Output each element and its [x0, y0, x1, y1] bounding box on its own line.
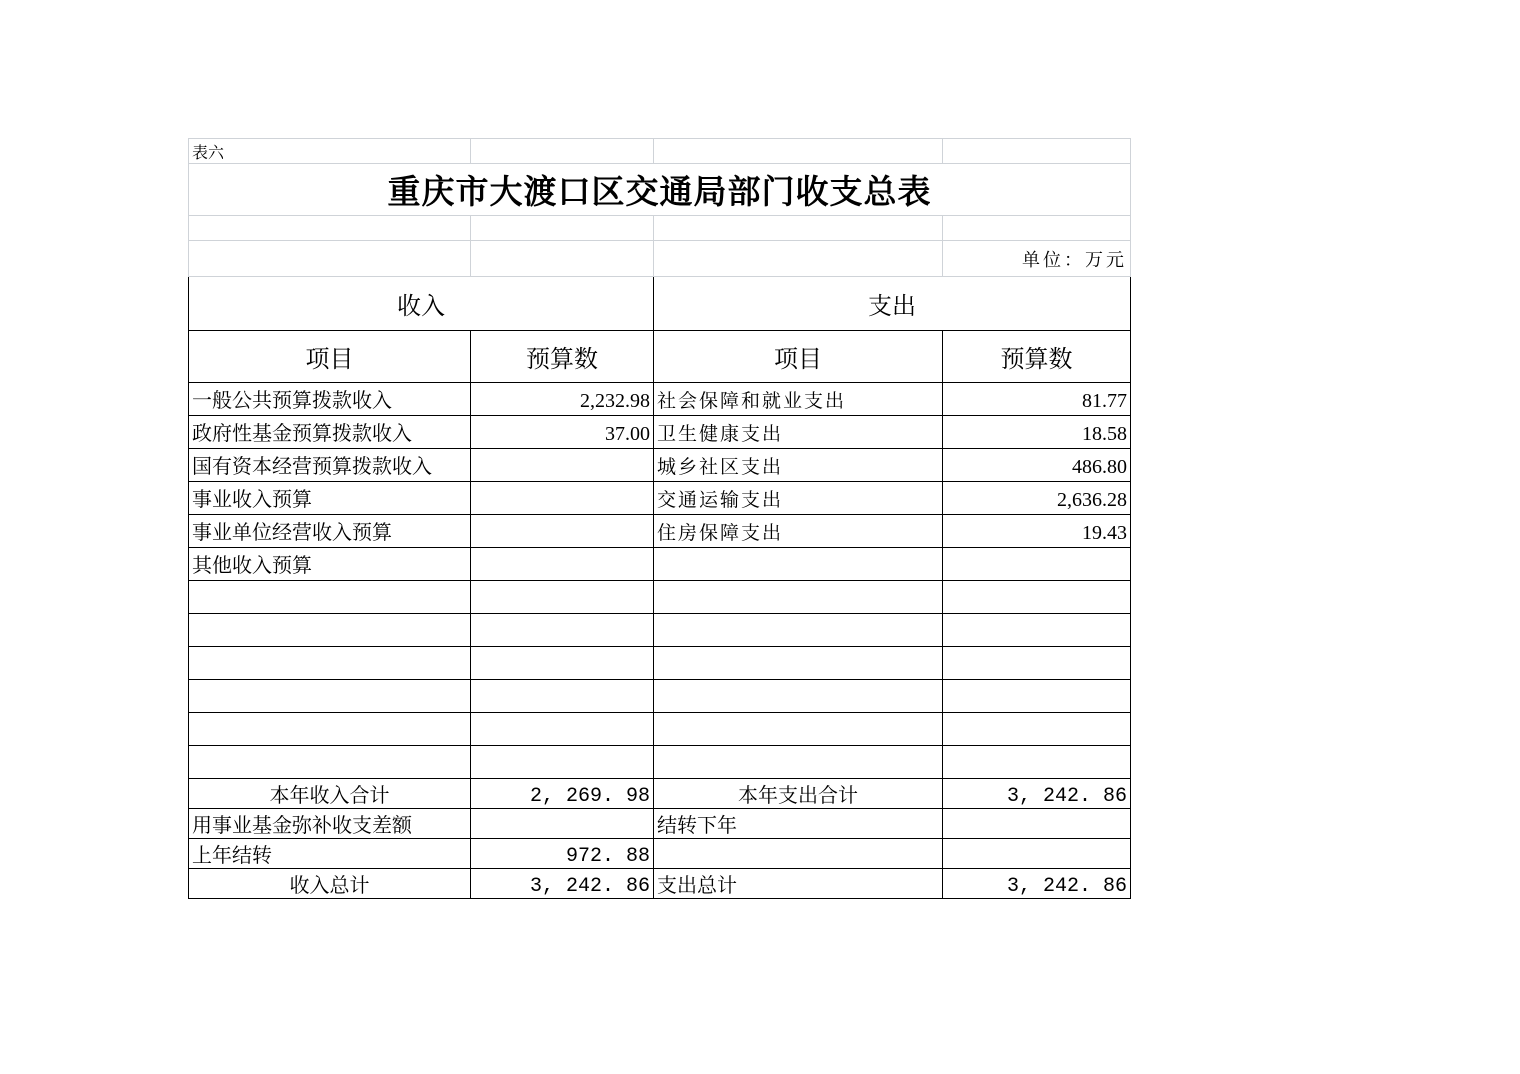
expense-item: [654, 713, 943, 746]
fund-gap-amount: [471, 809, 654, 839]
total-row: [189, 869, 1131, 899]
expense-item: [654, 548, 943, 581]
expense-grand-total-label: 支出总计: [654, 869, 943, 899]
income-amount: [471, 614, 654, 647]
empty-cell: [654, 839, 943, 869]
expense-item: [654, 647, 943, 680]
income-amount: [471, 482, 654, 515]
income-item: 事业收入预算: [189, 482, 471, 515]
income-amount: [471, 449, 654, 482]
income-item: 事业单位经营收入预算: [189, 515, 471, 548]
sheet-note: 表六: [189, 139, 471, 164]
income-item: [189, 746, 471, 779]
expense-item: 交通运输支出: [654, 482, 943, 515]
income-total-label: 本年收入合计: [189, 779, 471, 809]
carry-forward-amount: [943, 809, 1131, 839]
expense-amount: [943, 614, 1131, 647]
expense-amount: [943, 548, 1131, 581]
table-row: [189, 416, 1131, 449]
total-row: [189, 809, 1131, 839]
income-item: 国有资本经营预算拨款收入: [189, 449, 471, 482]
expense-amount: 81.77: [943, 383, 1131, 416]
expense-amount: [943, 713, 1131, 746]
income-amount-header: 预算数: [471, 331, 654, 383]
empty-cell: [471, 139, 654, 164]
unit-label: 单位：万元: [943, 241, 1131, 277]
expense-amount: [943, 647, 1131, 680]
income-item: [189, 713, 471, 746]
income-item: [189, 680, 471, 713]
income-amount: [471, 713, 654, 746]
expense-amount: 18.58: [943, 416, 1131, 449]
expense-item: [654, 680, 943, 713]
income-amount: [471, 548, 654, 581]
expense-item: 城乡社区支出: [654, 449, 943, 482]
income-amount: 37.00: [471, 416, 654, 449]
income-item: 其他收入预算: [189, 548, 471, 581]
income-item: [189, 647, 471, 680]
income-item: [189, 581, 471, 614]
table-row: [189, 581, 1131, 614]
income-item: [189, 614, 471, 647]
expense-amount: [943, 746, 1131, 779]
table-row: [189, 482, 1131, 515]
table-row: [189, 383, 1131, 416]
expense-total-amount: 3, 242. 86: [943, 779, 1131, 809]
prior-year-label: 上年结转: [189, 839, 471, 869]
table-row: [189, 614, 1131, 647]
budget-sheet: [188, 138, 1131, 899]
income-amount: [471, 746, 654, 779]
income-grand-total-amount: 3, 242. 86: [471, 869, 654, 899]
empty-cell: [189, 216, 471, 241]
empty-cell: [943, 139, 1131, 164]
fund-gap-label: 用事业基金弥补收支差额: [189, 809, 471, 839]
income-amount: [471, 647, 654, 680]
total-row: [189, 779, 1131, 809]
income-item-header: 项目: [189, 331, 471, 383]
table-row: [189, 647, 1131, 680]
prior-year-amount: 972. 88: [471, 839, 654, 869]
income-amount: [471, 581, 654, 614]
empty-cell: [943, 839, 1131, 869]
income-section-header: 收入: [189, 277, 654, 331]
empty-cell: [654, 216, 943, 241]
empty-cell: [654, 139, 943, 164]
budget-table: [188, 138, 1131, 899]
empty-cell: [471, 216, 654, 241]
table-row: [189, 713, 1131, 746]
empty-cell: [471, 241, 654, 277]
income-item: 政府性基金预算拨款收入: [189, 416, 471, 449]
table-row: [189, 515, 1131, 548]
expense-amount: 486.80: [943, 449, 1131, 482]
income-total-amount: 2, 269. 98: [471, 779, 654, 809]
table-row: [189, 449, 1131, 482]
table-row: [189, 746, 1131, 779]
expense-item: [654, 581, 943, 614]
table-row: [189, 680, 1131, 713]
income-amount: 2,232.98: [471, 383, 654, 416]
expense-item: 社会保障和就业支出: [654, 383, 943, 416]
expense-amount: 19.43: [943, 515, 1131, 548]
empty-cell: [189, 241, 471, 277]
expense-total-label: 本年支出合计: [654, 779, 943, 809]
empty-cell: [943, 216, 1131, 241]
expense-amount: [943, 680, 1131, 713]
expense-amount: [943, 581, 1131, 614]
income-amount: [471, 515, 654, 548]
income-amount: [471, 680, 654, 713]
empty-cell: [654, 241, 943, 277]
expense-item: [654, 746, 943, 779]
income-item: 一般公共预算拨款收入: [189, 383, 471, 416]
carry-forward-label: 结转下年: [654, 809, 943, 839]
expense-item-header: 项目: [654, 331, 943, 383]
page-title: 重庆市大渡口区交通局部门收支总表: [189, 164, 1131, 216]
expense-section-header: 支出: [654, 277, 1131, 331]
income-grand-total-label: 收入总计: [189, 869, 471, 899]
table-row: [189, 548, 1131, 581]
expense-amount-header: 预算数: [943, 331, 1131, 383]
expense-item: 卫生健康支出: [654, 416, 943, 449]
expense-amount: 2,636.28: [943, 482, 1131, 515]
expense-grand-total-amount: 3, 242. 86: [943, 869, 1131, 899]
expense-item: [654, 614, 943, 647]
expense-item: 住房保障支出: [654, 515, 943, 548]
total-row: [189, 839, 1131, 869]
